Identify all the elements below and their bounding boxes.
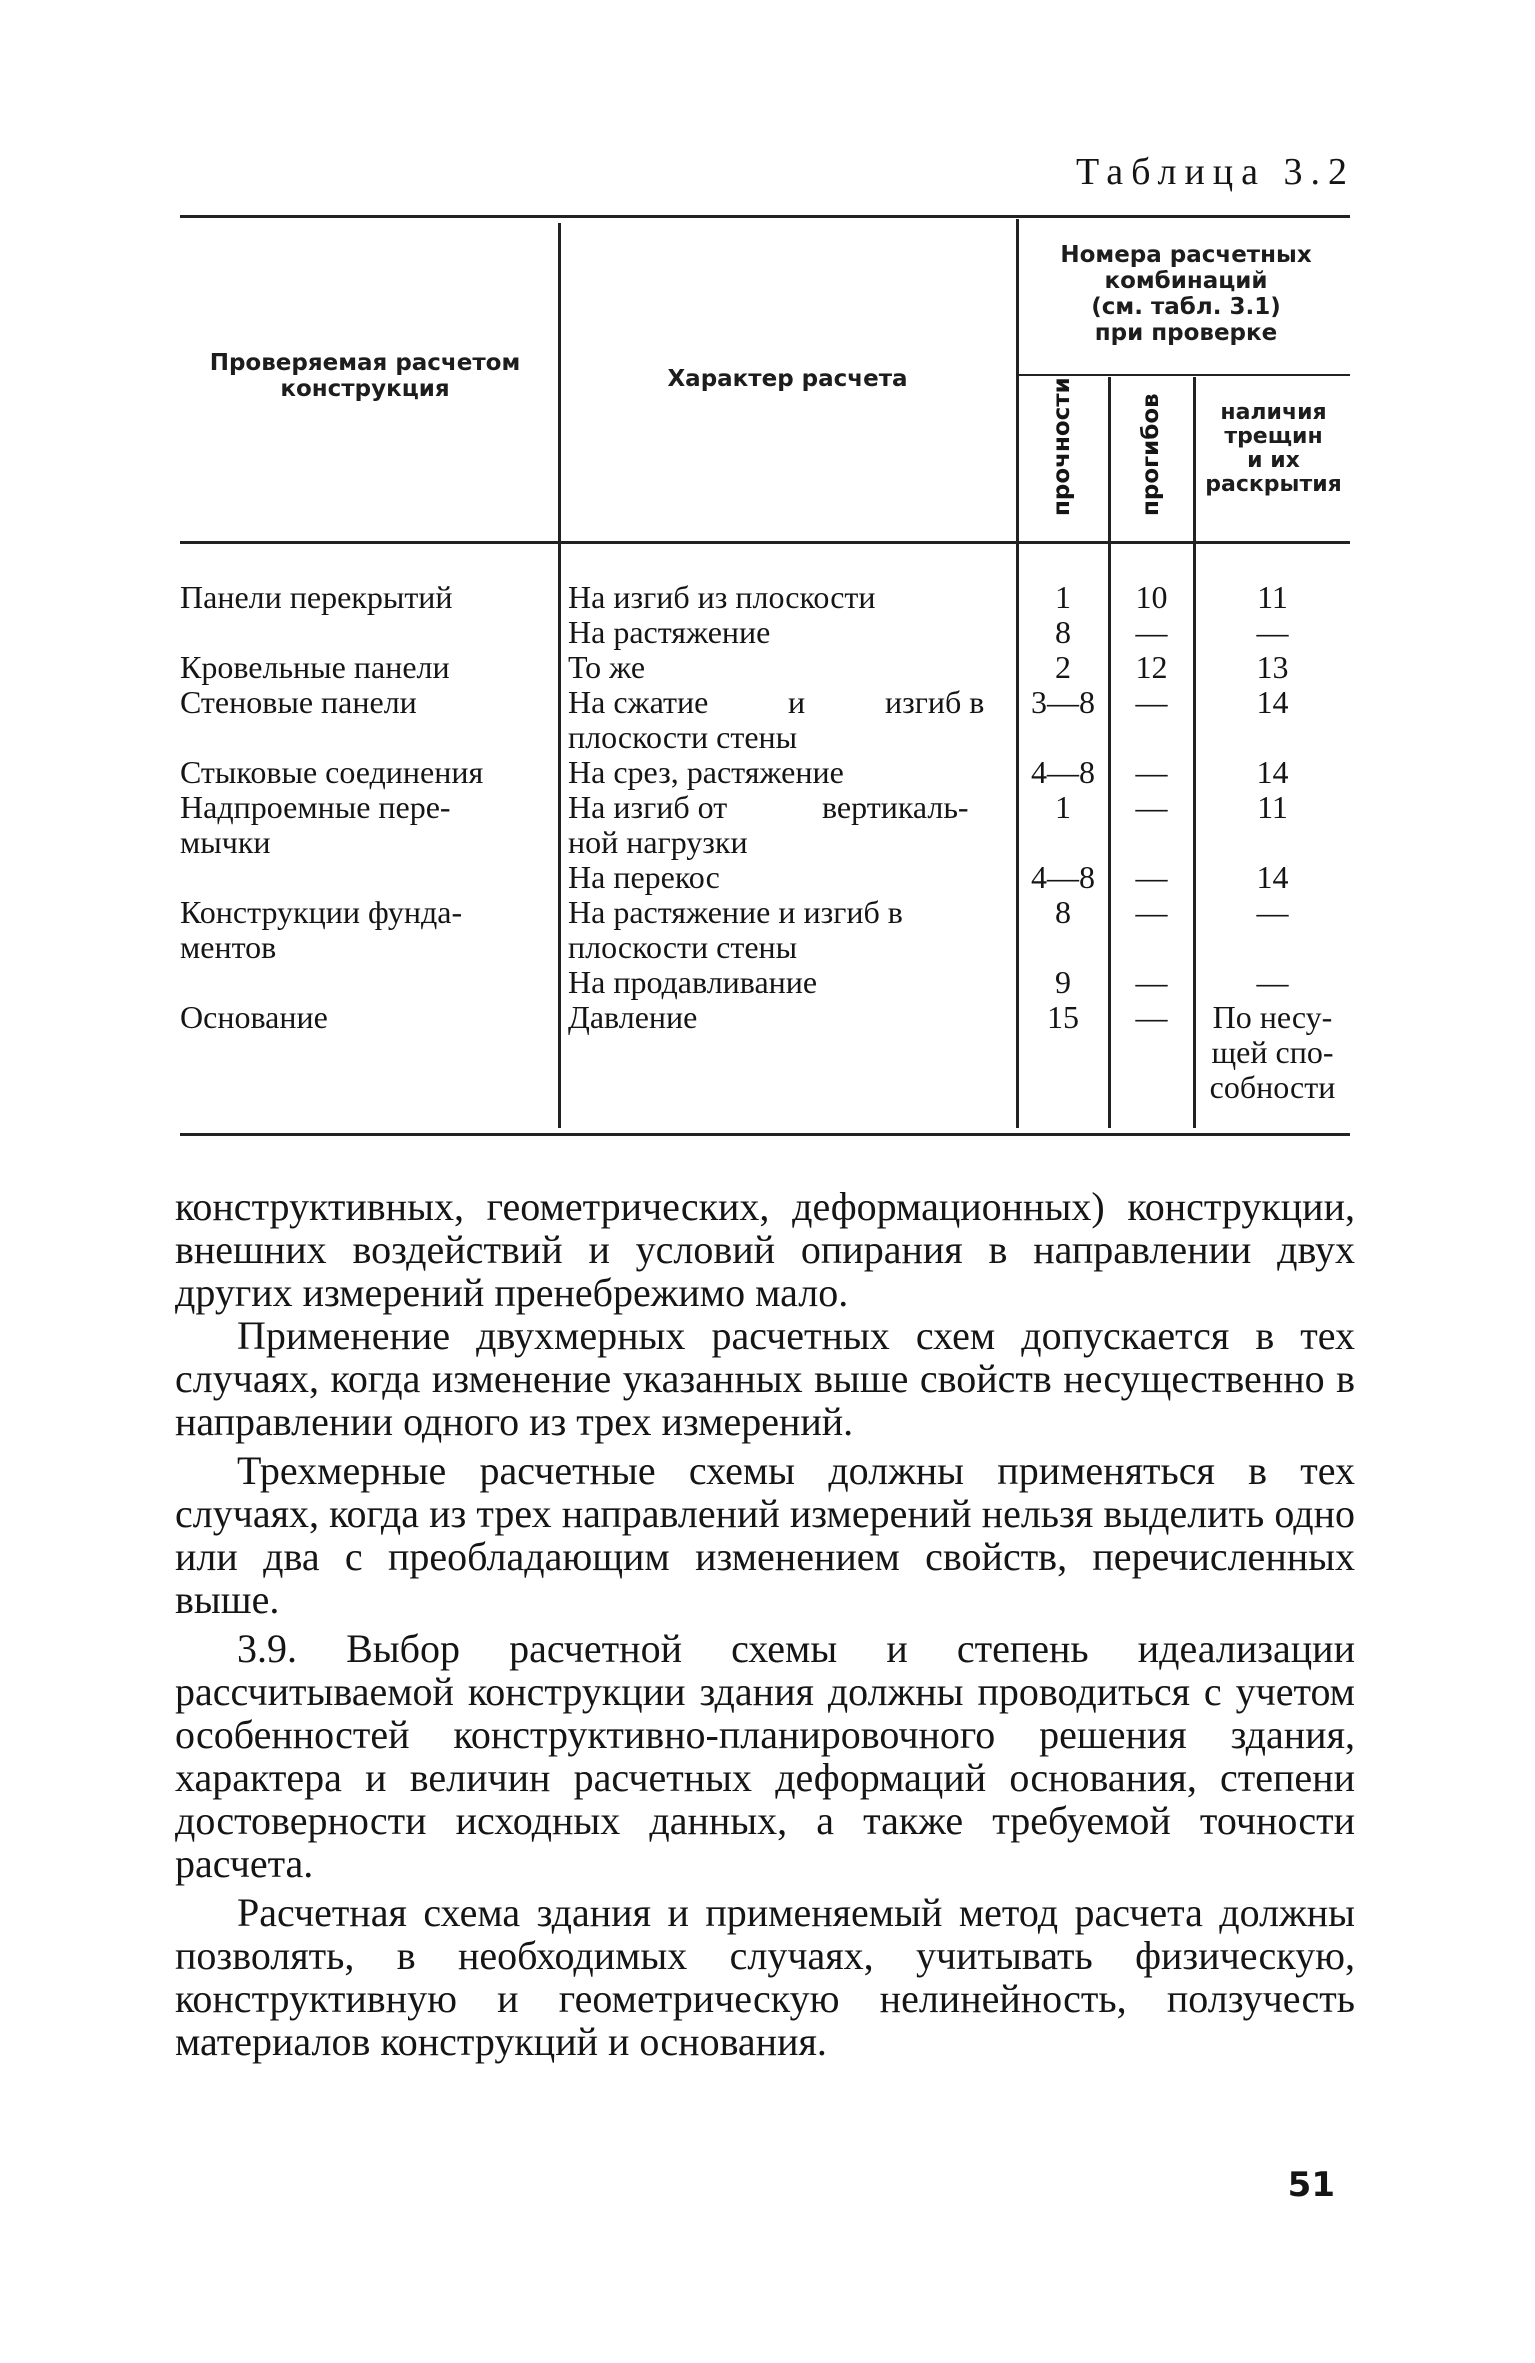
row-structure: Стыковые соединения [180,754,484,790]
row-cracks: — [1256,964,1289,1000]
table-bottom-rule [180,1133,1350,1136]
row-cracks: 11 [1257,789,1288,825]
header-combinations-line: (см. табл. 3.1) [1091,294,1281,320]
row-cracks: 13 [1256,649,1289,685]
row-strength: 1 [1055,579,1071,615]
row-structure: Стеновые панели [180,684,417,720]
row-calc-type-part: изгиб в [885,684,985,720]
row-cracks: 14 [1256,754,1289,790]
row-deflection: — [1135,754,1168,790]
row-strength: 4—8 [1031,859,1095,895]
row-calc-type: На изгиб из плоскости [568,579,876,615]
row-structure: Панели перекрытий [180,579,453,615]
row-calc-type: Давление [568,999,698,1035]
paragraph: Применение двухмерных расчетных схем допускается в тех случаях, когда изменение указанных выше свойств несущественно в направлении одного из трех измерений. [175,1313,1355,1444]
table-header-rule [180,541,1350,544]
row-structure-part: ментов [180,929,277,965]
header-combinations [1022,242,1350,346]
body-text [175,1185,1355,2063]
header-cracks-line: раскрытия [1205,472,1342,497]
row-deflection: — [1135,999,1168,1035]
row-structure: Кровельные панели [180,649,450,685]
table-3-2 [180,215,1350,1135]
row-deflection: — [1135,684,1168,720]
row-cracks: 11 [1257,579,1288,615]
row-strength: 1 [1055,789,1071,825]
header-deflection: прогибов [1138,393,1164,516]
row-cracks-part: щей спо- [1211,1034,1334,1070]
paragraph: конструктивных, геометрических, деформационных) конструкции, внешних воздействий и условий опирания в направлении двух других измерений пренебрежимо мало. [175,1184,1355,1315]
row-strength: 8 [1055,894,1071,930]
row-calc-type-part: плоскости стены [568,929,798,965]
row-calc-type: На срез, растяжение [568,754,844,790]
row-calc-type-part: и [788,684,806,720]
row-cracks-part: По несу- [1212,999,1333,1035]
row-calc-type-part: ной нагрузки [568,824,748,860]
header-structure: Проверяемая расчетом конструкция [209,350,521,402]
page-number: 51 [1287,2165,1335,2205]
row-strength: 9 [1055,964,1071,1000]
row-cracks: — [1256,894,1289,930]
header-cracks-line: и их [1247,448,1300,473]
row-calc-type-part: На растяжение и изгиб в [568,894,903,930]
paragraph: Расчетная схема здания и применяемый метод расчета должны позволять, в необходимых случаях, учитывать физическую, конструктивную и геометрическую нелинейность, ползучесть материалов конструкций и основания. [175,1890,1355,2064]
row-calc-type-part: вертикаль- [822,789,969,825]
row-deflection: 10 [1135,579,1168,615]
row-calc-type: На растяжение [568,614,771,650]
row-structure-part: Надпроемные пере- [180,789,451,825]
row-calc-type-part: На изгиб от [568,789,728,825]
row-strength: 15 [1047,999,1079,1035]
row-strength: 3—8 [1031,684,1095,720]
header-combinations-line: при проверке [1094,320,1278,346]
table-caption: Таблица 3.2 [1075,151,1355,193]
header-cracks-line: наличия [1220,400,1327,425]
row-calc-type: На продавливание [568,964,818,1000]
row-structure: Основание [180,999,328,1035]
row-structure-part: мычки [180,824,271,860]
row-strength: 2 [1055,649,1071,685]
paragraph: 3.9. Выбор расчетной схемы и степень идеализации рассчитываемой конструкции здания должны проводиться с учетом особенностей конструктивно-планировочного решения здания, характера и величин расчетных деформаций основания, степени достоверности исходных данных, а также требуемой точности расчета. [175,1626,1355,1886]
row-strength: 4—8 [1031,754,1095,790]
row-deflection: — [1135,859,1168,895]
header-calc-type: Характер расчета [667,366,908,392]
row-strength: 8 [1055,614,1071,650]
header-strength: прочности [1049,377,1075,516]
header-cracks-line: трещин [1224,424,1323,449]
row-cracks: 14 [1256,684,1289,720]
row-cracks-part: собности [1209,1069,1336,1105]
row-deflection: — [1135,894,1168,930]
row-calc-type: На перекос [568,859,720,895]
group-header-rule [1018,374,1350,376]
row-calc-type: То же [568,649,646,685]
row-calc-type-part: На сжатие [568,684,709,720]
paragraph: Трехмерные расчетные схемы должны применяться в тех случаях, когда из трех направлений измерений нельзя выделить одно или два с преобладающим изменением свойств, перечисленных выше. [175,1448,1355,1622]
col-divider-1 [558,223,561,1128]
row-cracks: 14 [1256,859,1289,895]
row-calc-type-part: плоскости стены [568,719,798,755]
row-deflection: — [1135,964,1168,1000]
header-cracks [1197,401,1350,497]
row-deflection: — [1135,789,1168,825]
row-cracks: — [1256,614,1289,650]
row-deflection: 12 [1135,649,1168,685]
header-combinations-line: комбинаций [1104,268,1268,294]
table-top-rule [180,215,1350,218]
row-structure-part: Конструкции фунда- [180,894,463,930]
row-deflection: — [1135,614,1168,650]
header-combinations-line: Номера расчетных [1060,242,1312,268]
